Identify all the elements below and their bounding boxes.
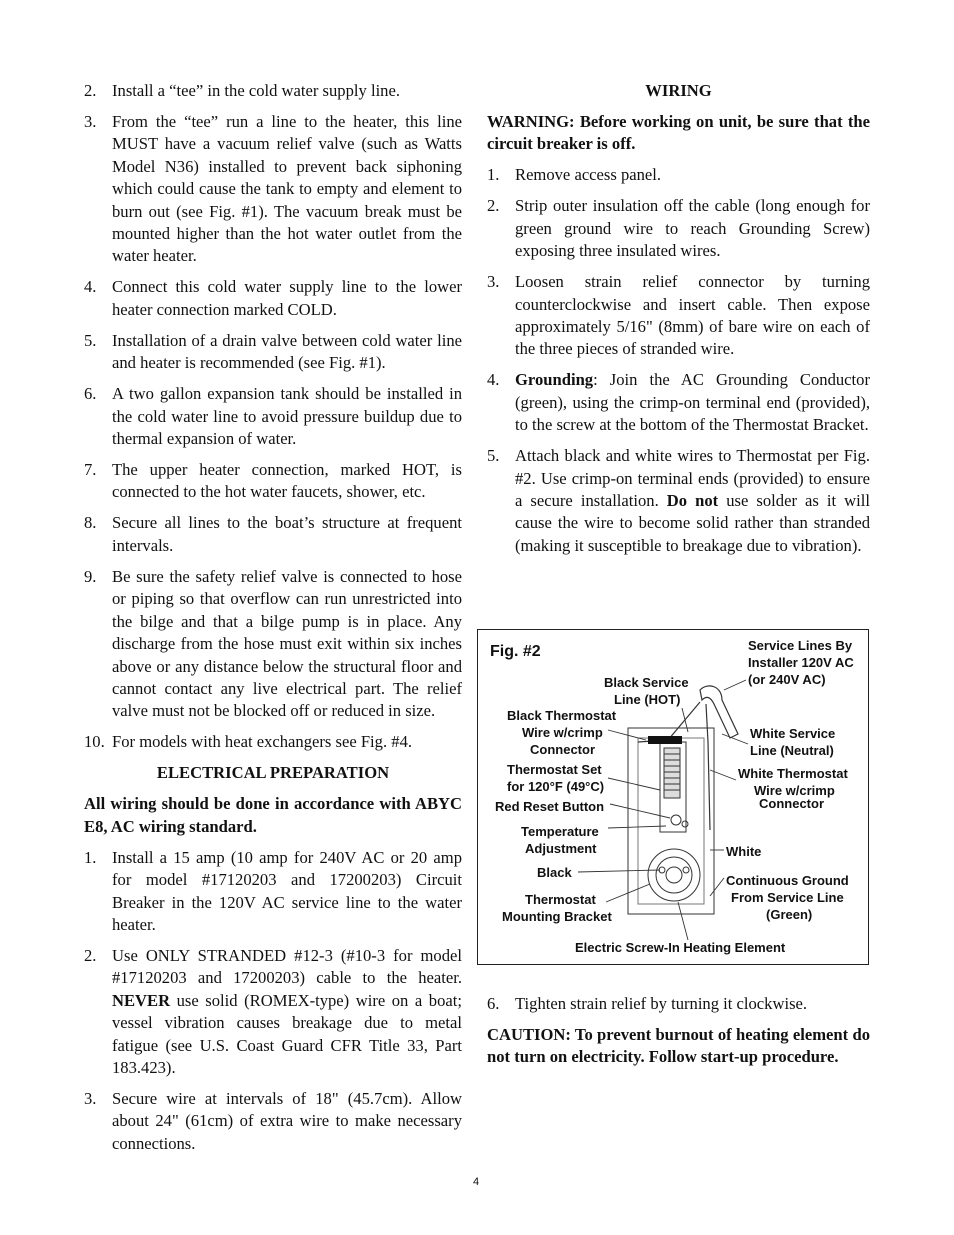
label-white-thermostat: Wire w/crimp (754, 783, 835, 798)
list-item: 4. Grounding: Join the AC Grounding Conductor (green), using the crimp-on terminal end (provided), to the screw at the bottom of the Thermostat Bracket. (487, 370, 870, 435)
label-service-lines: (or 240V AC) (748, 672, 826, 687)
label-white: White (726, 844, 762, 859)
label-mounting-bracket: Thermostat (525, 892, 596, 907)
label-continuous-ground: (Green) (766, 907, 813, 922)
list-item: 7. The upper heater connection, marked HOT, is connected to the hot water faucets, shower, etc. (84, 460, 462, 502)
label-mounting-bracket: Mounting Bracket (502, 909, 612, 924)
list-item: 6. A two gallon expansion tank should be installed in the cold water line to avoid pressure buildup due to thermal expansion of water. (84, 384, 462, 449)
list-item: 2. Install a “tee” in the cold water supply line. (84, 81, 400, 100)
wiring-heading: WIRING (645, 81, 712, 100)
label-black-service: Line (HOT) (614, 692, 681, 707)
service-cable-shape (638, 686, 738, 830)
list-item: 3. From the “tee” run a line to the heater, this line MUST have a vacuum relief valve (such as Watts Model N36) installed to prevent back siphoning which could cause the tank to empty and element to burn out (see Fig. #1). The vacuum break must be mounted higher than the hot water outlet from the water heater. (84, 112, 462, 266)
list-item: 3. Secure wire at intervals of 18" (45.7cm). Allow about 24" (61cm) of extra wire to make necessary connections. (84, 1088, 462, 1153)
after-figure-section (487, 993, 870, 1077)
abyc-note: All wiring should be done in accordance with ABYC E8, AC wiring standard. (84, 794, 462, 836)
thermostat-wiring-diagram (478, 630, 868, 964)
left-column (84, 80, 462, 1164)
black-wire-shape (648, 736, 682, 744)
label-continuous-ground: From Service Line (731, 890, 844, 905)
list-item: 3. Loosen strain relief connector by turning counterclockwise and insert cable. Then expose approximately 5/16" (8mm) of bare wire on each of the three pieces of stranded wire. (487, 272, 870, 359)
label-black-thermostat: Connector (530, 742, 595, 757)
list-item: 2. Strip outer insulation off the cable (long enough for green ground wire to reach Grounding Screw) exposing three insulated wires. (487, 196, 870, 261)
list-item: 8. Secure all lines to the boat’s structure at frequent intervals. (84, 513, 462, 555)
label-temperature-adjustment: Adjustment (525, 841, 597, 856)
label-thermostat-set: Thermostat Set (507, 762, 602, 777)
label-service-lines: Service Lines By (748, 638, 853, 653)
figure-2-box (477, 629, 869, 965)
heating-element-shape (648, 849, 700, 901)
label-black-service: Black Service (604, 675, 689, 690)
list-item: 1. Remove access panel. (487, 165, 662, 185)
caution-text: CAUTION: To prevent burnout of heating element do not turn on electricity. Follow start-up procedure. (487, 1025, 870, 1067)
label-white-service: Line (Neutral) (750, 743, 834, 758)
label-white-thermostat: White Thermostat (738, 766, 848, 781)
list-item: 2. Use ONLY STRANDED #12-3 (#10-3 for model #17120203 and 17200203) cable to the heater. NEVER use solid (ROMEX-type) wire on a boat; vessel vibration causes breakage due to metal fatigue (see U.S. Coast Guard CFR Title 33, Part 183.423). (84, 945, 462, 1077)
label-black-thermostat: Wire w/crimp (522, 725, 603, 740)
grounding-emphasis: Grounding (515, 370, 594, 390)
right-column (487, 80, 870, 566)
label-heating-element: Electric Screw-In Heating Element (575, 940, 786, 955)
warning-text: WARNING: Before working on unit, be sure that the circuit breaker is off. (487, 112, 870, 154)
label-red-reset: Red Reset Button (495, 799, 605, 814)
never-emphasis: NEVER (112, 990, 171, 1010)
list-item: 5. Installation of a drain valve between cold water line and heater is recommended (see Fig. #1). (84, 330, 462, 373)
label-white-thermostat: Connector (759, 796, 824, 811)
label-service-lines: Installer 120V AC (748, 655, 854, 670)
list-item: 1. Install a 15 amp (10 amp for 240V AC or 20 amp for model #17120203 and 17200203) Circuit Breaker in the 120V AC service line to the water heater. (84, 847, 462, 934)
label-temperature-adjustment: Temperature (521, 824, 599, 839)
label-black-thermostat: Black Thermostat (507, 708, 617, 723)
list-item: 6. Tighten strain relief by turning it clockwise. (487, 994, 808, 1013)
electrical-preparation-heading: ELECTRICAL PREPARATION (156, 763, 390, 783)
page-number: 4 (473, 1176, 480, 1188)
list-item: 5. Attach black and white wires to Thermostat per Fig. #2. Use crimp-on terminal ends (provided) to ensure a secure installation. Do not use solder as it will cause the wire to become solid rather than stranded (making it susceptible to breakage due to vibration). (487, 446, 870, 555)
label-white-service: White Service (750, 726, 836, 741)
label-continuous-ground: Continuous Ground (726, 873, 849, 888)
list-item: 4. Connect this cold water supply line to the lower heater connection marked COLD. (84, 277, 462, 319)
label-thermostat-set: for 120°F (49°C) (507, 779, 605, 794)
do-not-emphasis: Do not (666, 491, 719, 511)
label-black: Black (537, 865, 572, 880)
list-item: 9. Be sure the safety relief valve is connected to hose or piping so that overflow can run unrestricted into the bilge and that a bilge pump is in place. Any discharge from the hose must exit within six inches above or any distance below the structural floor and cannot contact any live electrical part. The relief valve must not be blocked off or reduced in size. (84, 566, 462, 721)
list-item: 10. For models with heat exchangers see Fig. #4. (84, 732, 413, 752)
thermostat-body-shape (660, 742, 688, 832)
figure-title: Fig. #2 (490, 643, 541, 660)
